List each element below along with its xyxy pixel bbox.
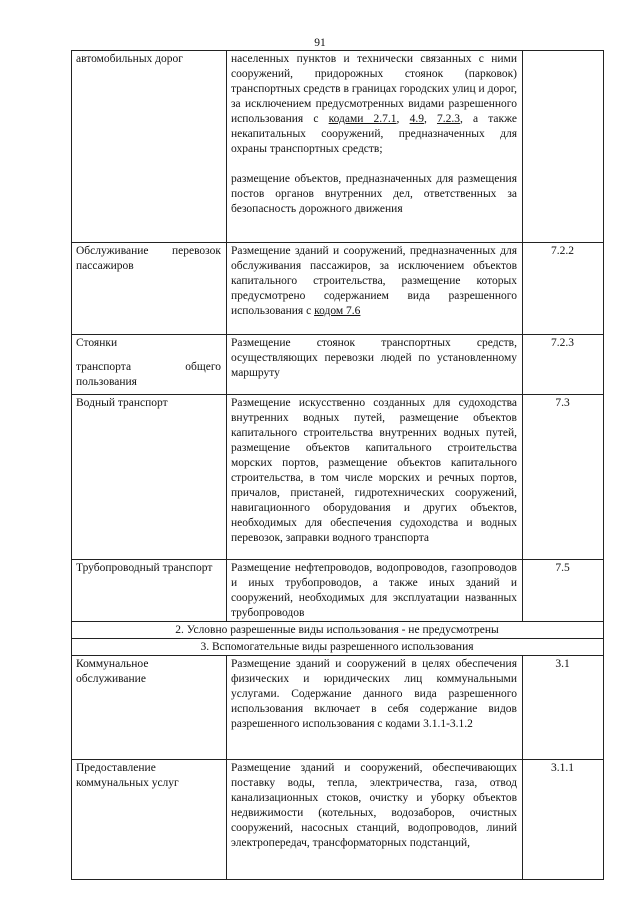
use-description-cell: Размещение зданий и сооружений, обеспечивающих поставку воды, тепла, электричества, газа, отвод канализационных стоков, очистку и уборку объектов недвижимости (котельных, водозаборов, очистных сооружений, насосных станций, водопроводов, линий электропередач, трансформаторных подстанций, [227, 760, 523, 880]
use-description-cell: Размещение нефтепроводов, водопроводов, газопроводов и иных трубопроводов, а также иных зданий и сооружений, необходимых для эксплуатации названных трубопроводов [227, 560, 523, 622]
use-description-cell: Размещение зданий и сооружений в целях обеспечения физических и юридических лиц коммунальными услугами. Содержание данного вида разрешенного использования включает в себя содержание видов разрешенного использования с кодами 3.1.1-3.1.2 [227, 656, 523, 760]
use-name-cell: Коммунальное обслуживание [72, 656, 227, 760]
use-name-cell: Обслуживание перевозок пассажиров [72, 243, 227, 335]
use-description-cell: Размещение зданий и сооружений, предназначенных для обслуживания пассажиров, за исключением объектов капитального строительства, размещение которых предусмотрено содержанием вида разрешенного использования с кодом 7.6 [227, 243, 523, 335]
use-name-cell: Стоянки транспорта общего пользования [72, 335, 227, 395]
table-row [72, 395, 604, 560]
use-name-cell: Водный транспорт [72, 395, 227, 560]
use-code-cell: 3.1 [523, 656, 604, 760]
use-code-cell: 7.3 [523, 395, 604, 560]
section-row [72, 639, 604, 656]
use-code-cell: 7.5 [523, 560, 604, 622]
land-use-table [71, 50, 604, 880]
use-name-cell: автомобильных дорог [72, 51, 227, 243]
use-code-cell [523, 51, 604, 243]
use-description-cell: Размещение искусственно созданных для судоходства внутренних водных путей, размещение объектов капитального строительства внутренних водных путей, размещение объектов капитального строительства морских портов, размещение объектов капитального строительства, в том числе морских и речных портов, причалов, пристаней, гидротехнических сооружений, навигационного оборудования и других объектов, необходимых для обеспечения судоходства и водных перевозок, заправки водного транспорта [227, 395, 523, 560]
table-row [72, 760, 604, 880]
page-number: 91 [314, 37, 326, 49]
table-row [72, 656, 604, 760]
use-code-cell: 7.2.3 [523, 335, 604, 395]
table-row [72, 335, 604, 395]
section-heading: 3. Вспомогательные виды разрешенного использования [72, 639, 604, 656]
code-link[interactable]: 4.9 [409, 113, 424, 125]
table-row [72, 560, 604, 622]
code-link[interactable]: кодом 7.6 [314, 305, 361, 317]
use-description-cell [227, 51, 523, 243]
description-paragraph: размещение объектов, предназначенных для размещения постов органов внутренних дел, ответственных за безопасность дорожного движения [231, 173, 517, 215]
use-code-cell: 3.1.1 [523, 760, 604, 880]
table-row [72, 243, 604, 335]
section-row [72, 622, 604, 639]
code-link[interactable]: кодами 2.7.1 [328, 113, 397, 125]
code-link[interactable]: 7.2.3 [436, 113, 460, 125]
use-code-cell: 7.2.2 [523, 243, 604, 335]
use-name-cell: Трубопроводный транспорт [72, 560, 227, 622]
use-name-cell: Предоставление коммунальных услуг [72, 760, 227, 880]
section-heading: 2. Условно разрешенные виды использования - не предусмотрены [72, 622, 604, 639]
table-row [72, 51, 604, 243]
description-paragraph: населенных пунктов и технически связанных с ними сооружений, придорожных стоянок (парковок) транспортных средств в границах городских улиц и дорог, за исключением предусмотренных видами разрешенного использования с кодами 2.7.1, 4.9, 7.2.3, а также некапитальных сооружений, предназначенных для охраны транспортных средств; [231, 53, 518, 155]
use-description-cell: Размещение стоянок транспортных средств, осуществляющих перевозки людей по установленному маршруту [227, 335, 523, 395]
